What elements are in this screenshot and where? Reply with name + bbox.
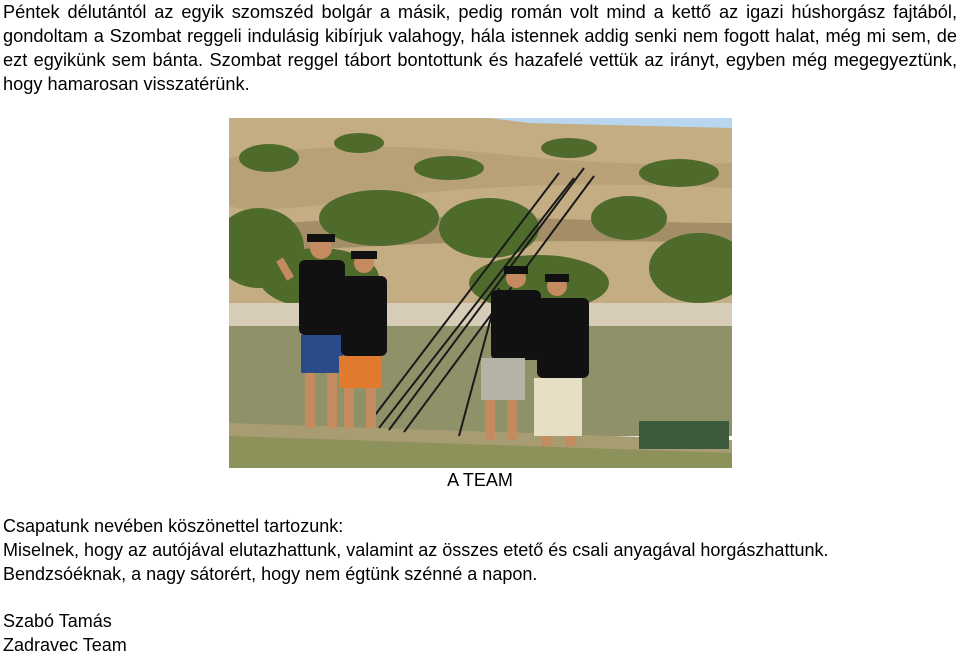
photo-caption: A TEAM xyxy=(447,470,513,490)
signature-team: Zadravec Team xyxy=(3,635,127,655)
team-photo xyxy=(229,118,732,468)
photo-tackle-bag xyxy=(639,421,729,449)
thanks-line-2: Bendzsóéknak, a nagy sátorért, hogy nem égtünk szénné a napon. xyxy=(3,564,538,584)
thanks-line-1: Miselnek, hogy az autójával elutazhattunk, valamint az összes etető és csali anyagával horgászhattunk. xyxy=(3,540,829,560)
signature-name: Szabó Tamás xyxy=(3,611,112,631)
intro-paragraph: Péntek délutántól az egyik szomszéd bolgár a másik, pedig román volt mind a kettő az igazi húshorgász fajtából, gondoltam a Szombat reggeli indulásig kibírjuk valahogy, hála istennek addig senki nem fogott halat, még mi sem, de ezt egyikünk sem bánta. Szombat reggel tábort bontottunk és hazafelé vettük az irányt, egyben még megegyeztünk, hogy hamarosan visszatérünk. xyxy=(3,2,957,94)
thanks-intro: Csapatunk nevében köszönettel tartozunk: xyxy=(3,516,344,536)
signature xyxy=(3,609,127,657)
thanks-section xyxy=(3,514,828,586)
